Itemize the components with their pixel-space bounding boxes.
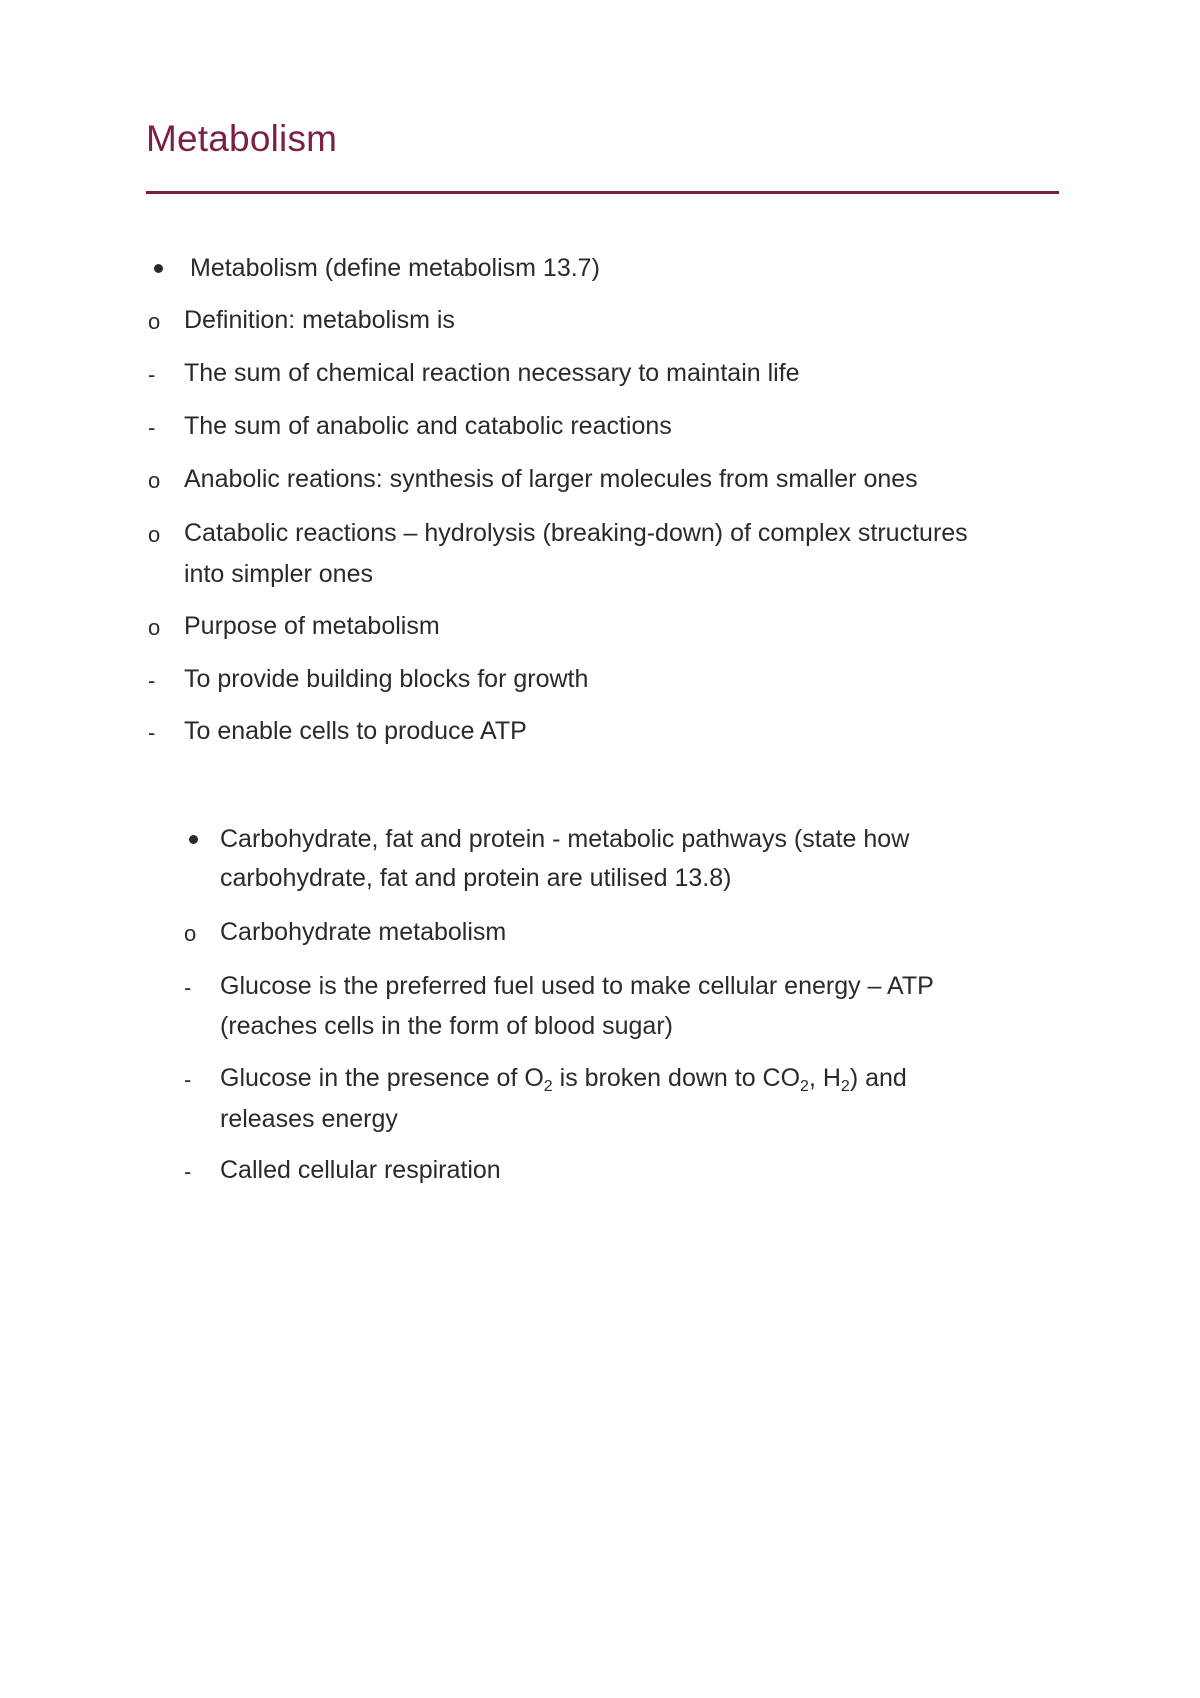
dash-marker: - [148, 668, 156, 693]
list-item: Catabolic reactions – hydrolysis (breaking-down) of complex structures [184, 519, 968, 547]
subscript: 2 [840, 1078, 850, 1095]
list-item: Called cellular respiration [220, 1156, 501, 1184]
text-fragment: , H [808, 1064, 841, 1092]
bullet-icon [189, 835, 198, 844]
dash-marker: - [184, 975, 192, 1000]
list-item-continuation: (reaches cells in the form of blood sugar) [220, 1012, 673, 1040]
list-item: To provide building blocks for growth [184, 665, 589, 693]
text-fragment: is broken down to CO [552, 1064, 801, 1092]
circle-marker: o [184, 921, 197, 946]
circle-marker: o [148, 468, 161, 493]
list-item: Definition: metabolism is [184, 306, 455, 334]
circle-marker: o [148, 615, 161, 640]
list-item-continuation: releases energy [220, 1105, 398, 1133]
section2-heading-continuation: carbohydrate, fat and protein are utilised 13.8) [220, 864, 732, 892]
list-item: The sum of chemical reaction necessary to maintain life [184, 359, 800, 387]
dash-marker: - [148, 720, 156, 745]
title-underline [146, 191, 1059, 194]
text-fragment: ) and [849, 1064, 907, 1092]
dash-marker: - [148, 415, 156, 440]
subscript: 2 [800, 1078, 809, 1095]
page-title: Metabolism [146, 118, 338, 159]
circle-marker: o [148, 522, 161, 547]
list-item: To enable cells to produce ATP [184, 717, 527, 745]
circle-marker: o [148, 309, 161, 334]
dash-marker: - [184, 1067, 192, 1092]
bullet-icon [154, 264, 163, 273]
section1-heading: Metabolism (define metabolism 13.7) [190, 254, 600, 282]
list-item-continuation: into simpler ones [184, 560, 373, 588]
text-fragment: Glucose in the presence of O [220, 1064, 544, 1092]
list-item: The sum of anabolic and catabolic reactions [184, 412, 672, 440]
dash-marker: - [148, 362, 156, 387]
list-item: Purpose of metabolism [184, 612, 440, 640]
subscript: 2 [543, 1078, 553, 1095]
list-item: Anabolic reations: synthesis of larger molecules from smaller ones [184, 465, 918, 493]
dash-marker: - [184, 1159, 192, 1184]
section2-heading: Carbohydrate, fat and protein - metabolic pathways (state how [220, 825, 910, 853]
list-item: Carbohydrate metabolism [220, 918, 507, 946]
list-item: Glucose is the preferred fuel used to make cellular energy – ATP [220, 972, 934, 1000]
